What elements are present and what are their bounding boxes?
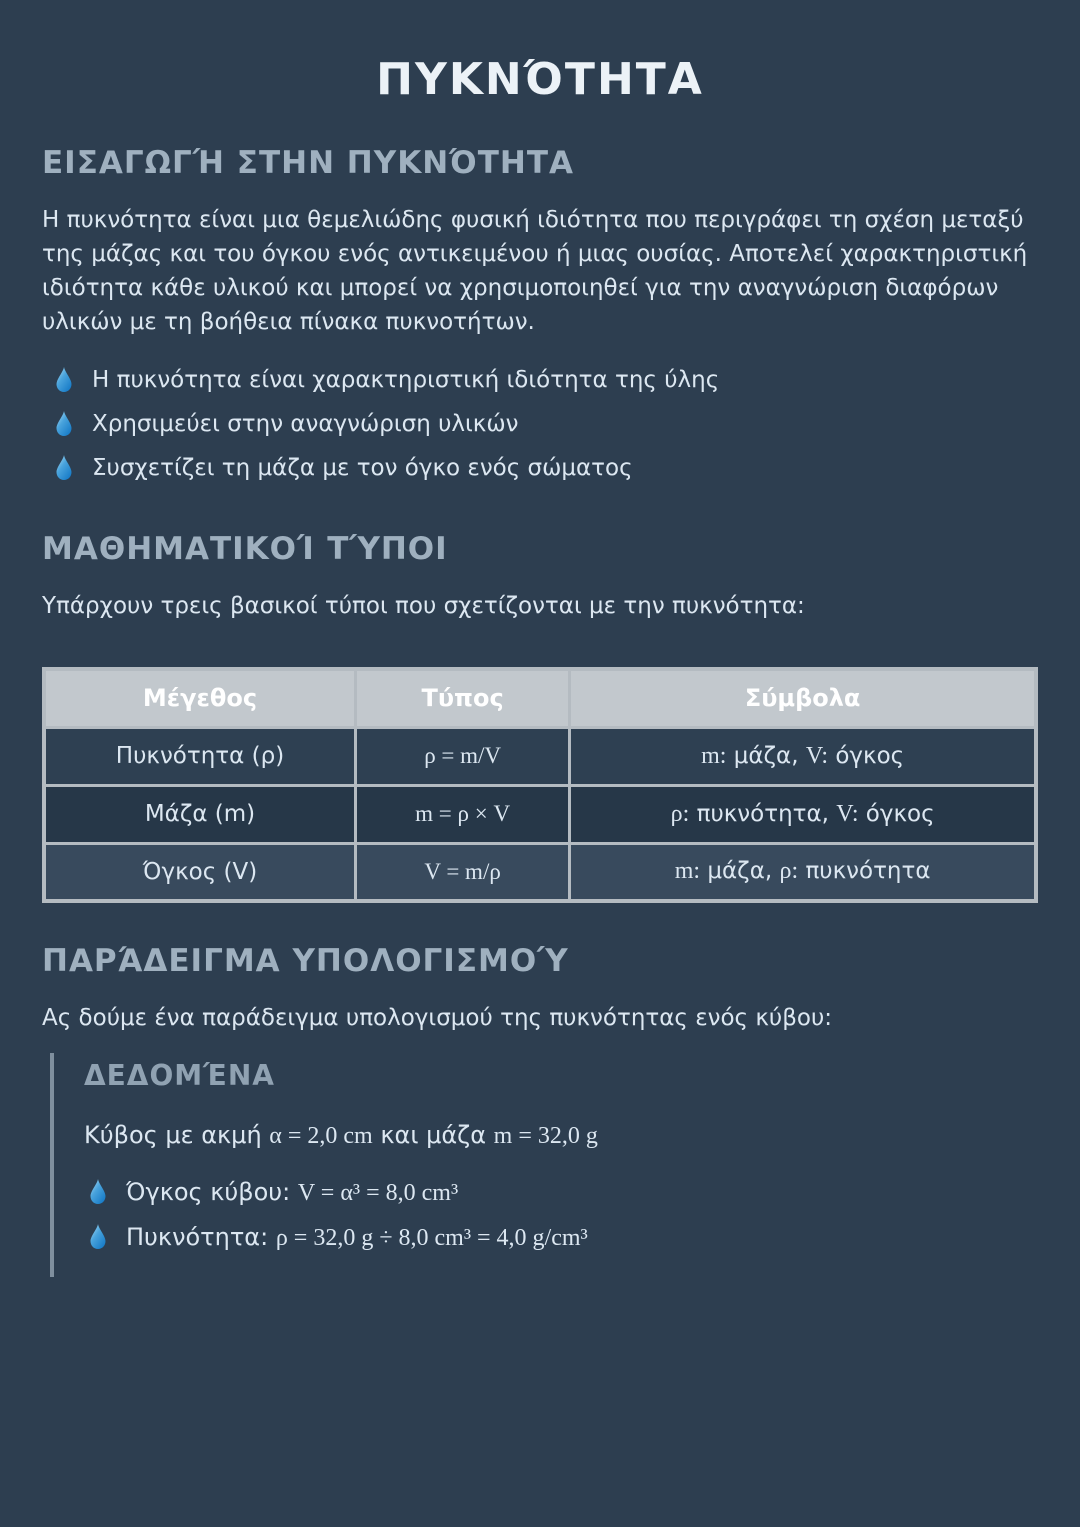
table-body (44, 727, 1036, 901)
table-header (44, 669, 1036, 727)
formulas-table (42, 667, 1038, 903)
cell-symbols (570, 727, 1036, 785)
bullet-text (126, 1175, 458, 1210)
bullet-text: Χρησιμεύει στην αναγνώριση υλικών (92, 411, 519, 437)
section-example (42, 943, 1038, 1277)
given-math: m = 32,0 g (493, 1123, 598, 1149)
given-text: Κύβος με ακμή (84, 1121, 270, 1149)
symbol-label: όγκος (858, 800, 935, 827)
symbol: ρ: (670, 800, 690, 827)
bullet-math: V = α³ = 8,0 cm³ (297, 1180, 459, 1206)
example-bullet-list (84, 1175, 1038, 1255)
bullet-math: ρ = 32,0 g ÷ 8,0 cm³ = 4,0 g/cm³ (275, 1225, 588, 1251)
section-formulas (42, 531, 1038, 903)
cell-quantity: Πυκνότητα (ρ) (44, 727, 355, 785)
symbol: m: (674, 858, 701, 885)
column-header-formula: Τύπος (355, 669, 569, 727)
given-math: α = 2,0 cm (269, 1123, 373, 1149)
symbol-label: μάζα, (700, 858, 780, 885)
cell-symbols (570, 785, 1036, 843)
list-item (54, 451, 1038, 485)
cell-quantity: Όγκος (V) (44, 843, 355, 901)
formulas-paragraph: Υπάρχουν τρεις βασικοί τύποι που σχετίζονται με την πυκνότητα: (42, 593, 805, 619)
intro-paragraph: Η πυκνότητα είναι μια θεμελιώδης φυσική ιδιότητα που περιγράφει τη σχέση μεταξύ της μάζας και του όγκου ενός αντικειμένου ή μιας ουσίας. Αποτελεί χαρακτηριστική ιδιότητα κάθε υλικού και μπορεί να χρησιμοποιηθεί για την αναγνώριση διαφόρων υλικών με τη βοήθεια πίνακα πυκνοτήτων. (42, 207, 1028, 335)
bullet-label: Πυκνότητα: (126, 1223, 276, 1251)
table-row (44, 727, 1036, 785)
bullet-text: Η πυκνότητα είναι χαρακτηριστική ιδιότητα της ύλης (92, 367, 720, 393)
symbol: V: (836, 800, 859, 827)
intro-bullet-list (42, 363, 1038, 485)
formulas-heading: ΜΑΘΗΜΑΤΙΚΟΊ ΤΎΠΟΙ (42, 531, 448, 567)
water-drop-icon (54, 366, 74, 393)
symbol-label: όγκος (828, 742, 905, 769)
page-title: ΠΥΚΝΌΤΗΤΑ (376, 54, 704, 105)
table-row (44, 785, 1036, 843)
bullet-label: Όγκος κύβου: (126, 1178, 298, 1206)
symbol-label: μάζα, (726, 742, 806, 769)
list-item (54, 363, 1038, 397)
water-drop-icon (54, 410, 74, 437)
list-item (88, 1220, 1038, 1255)
cell-formula: m = ρ × V (355, 785, 569, 843)
symbol-label: πυκνότητα (798, 858, 931, 885)
cell-formula: V = m/ρ (355, 843, 569, 901)
table-row (44, 843, 1036, 901)
cell-symbols (570, 843, 1036, 901)
table-header-row (44, 669, 1036, 727)
symbol: m: (701, 742, 727, 769)
example-heading: ΠΑΡΆΔΕΙΓΜΑ ΥΠΟΛΟΓΙΣΜΟΎ (42, 943, 569, 979)
symbol: ρ: (779, 858, 799, 885)
example-paragraph: Ας δούμε ένα παράδειγμα υπολογισμού της πυκνότητας ενός κύβου: (42, 1005, 833, 1031)
water-drop-icon (88, 1178, 108, 1205)
column-header-quantity: Μέγεθος (44, 669, 355, 727)
bullet-text (126, 1220, 588, 1255)
cell-quantity: Μάζα (m) (44, 785, 355, 843)
section-intro (42, 145, 1038, 485)
symbol: V: (805, 742, 829, 769)
cell-formula: ρ = m/V (355, 727, 569, 785)
intro-heading: ΕΙΣΑΓΩΓΉ ΣΤΗΝ ΠΥΚΝΌΤΗΤΑ (42, 145, 575, 181)
data-box-heading: ΔΕΔΟΜΈΝΑ (84, 1059, 275, 1092)
given-text: και μάζα (372, 1121, 494, 1149)
list-item (88, 1175, 1038, 1210)
water-drop-icon (54, 454, 74, 481)
data-box (50, 1053, 1038, 1277)
list-item (54, 407, 1038, 441)
given-line (84, 1118, 1038, 1153)
column-header-symbols: Σύμβολα (570, 669, 1036, 727)
water-drop-icon (88, 1223, 108, 1250)
bullet-text: Συσχετίζει τη μάζα με τον όγκο ενός σώματος (92, 455, 633, 481)
symbol-label: πυκνότητα, (689, 800, 837, 827)
